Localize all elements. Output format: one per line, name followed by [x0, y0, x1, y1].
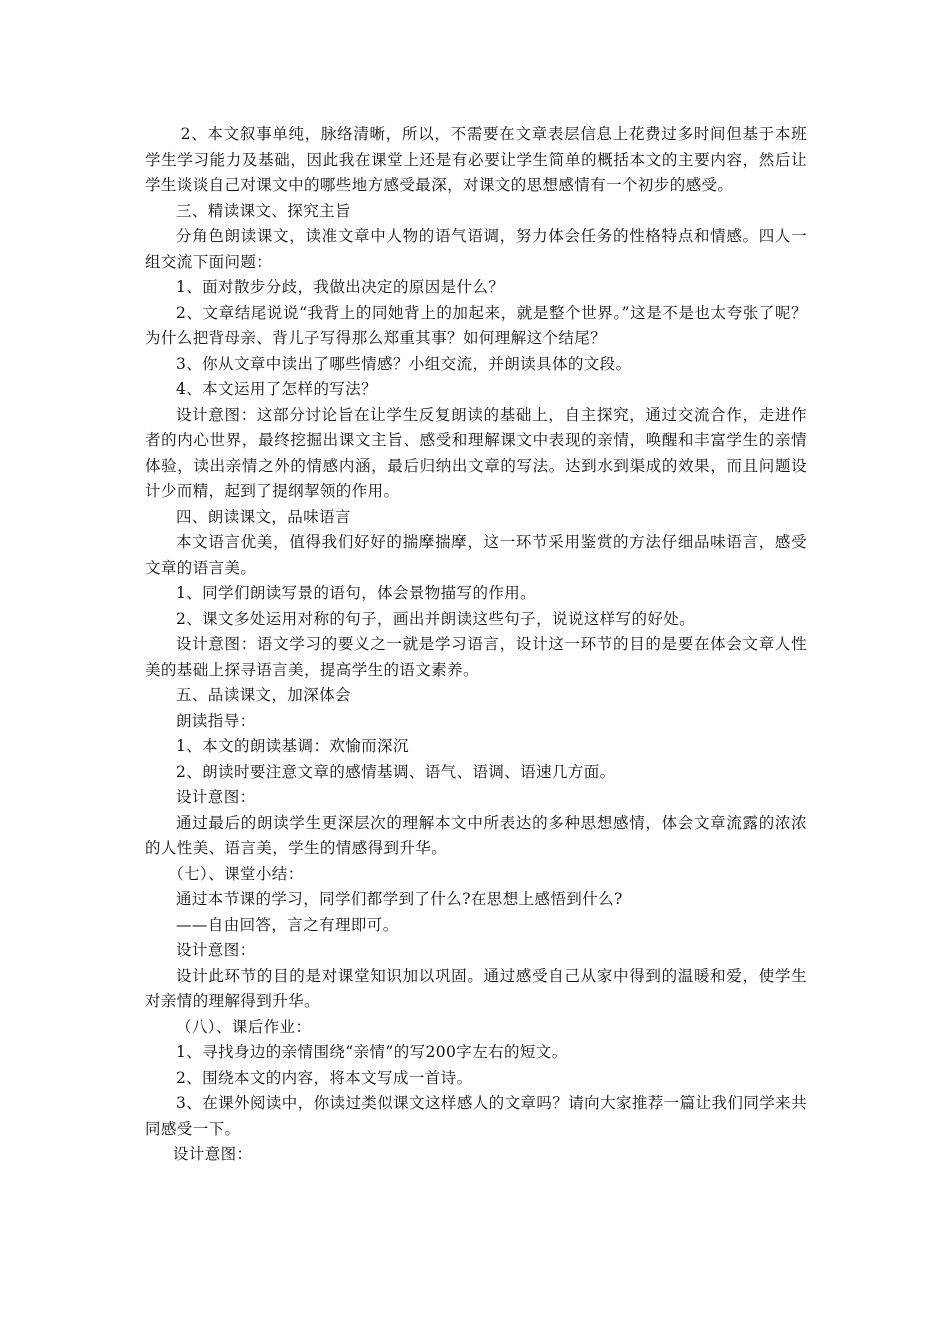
list-item: 2、课文多处运用对称的句子，画出并朗读这些句子，说说这样写的好处。 [176, 609, 696, 628]
document-page [145, 122, 807, 1168]
list-item: 1、面对散步分歧，我做出决定的原因是什么？ [176, 278, 505, 296]
section-heading-8: （八）、课后作业： [176, 1017, 312, 1036]
paragraph: 本文语言优美，值得我们好好的揣摩揣摩，这一环节采用鉴赏的方法仔细品味语言，感受文章的语言美。 [145, 533, 807, 577]
list-item: 1、同学们朗读写景的语句，体会景物描写的作用。 [176, 584, 537, 602]
list-item: 1、寻找身边的亲情围绕“亲情”的写200字左右的短文。 [176, 1043, 568, 1061]
design-intent: 设计意图：语文学习的要义之一就是学习语言，设计这一环节的目的是要在体会文章人性美的基础上探寻语言美，提高学生的语文素养。 [145, 635, 807, 679]
list-item: 2、围绕本文的内容，将本文写成一首诗。 [176, 1068, 473, 1087]
paragraph: ——自由回答，言之有理即可。 [176, 915, 399, 934]
list-item: 2、朗读时要注意文章的感情基调、语气、语调、语速几方面。 [176, 762, 616, 781]
list-item: 2、文章结尾说说“我背上的同她背上的加起来，就是整个世界。”这是不是也太夸张了呢？为什么把背母亲、背儿子写得那么郑重其事？如何理解这个结尾？ [145, 303, 807, 347]
section-heading-7: （七）、课堂小结： [168, 864, 304, 883]
list-item: 4、本文运用了怎样的写法？ [176, 380, 378, 398]
list-item: 3、你从文章中读出了哪些情感？小组交流，并朗读具体的文段。 [176, 354, 632, 373]
design-intent: 设计意图：这部分讨论旨在让学生反复朗读的基础上，自主探究，通过交流合作，走进作者的内心世界，最终挖掘出课文主旨、感受和理解课文中表现的亲情，唤醒和丰富学生的亲情体验，读出亲情之外的情感内涵，最后归纳出文章的写法。达到水到渠成的效果，而且问题设计少而精，起到了提纲挈领的作用。 [145, 405, 807, 500]
paragraph: 设计此环节的目的是对课堂知识加以巩固。通过感受自己从家中得到的温暖和爱，使学生对亲情的理解得到升华。 [145, 966, 807, 1010]
section-heading-5: 五、品读课文，加深体会 [176, 686, 351, 704]
paragraph-intro-summary: 2、本文叙事单纯，脉络清晰，所以，不需要在文章表层信息上花费过多时间但基于本班学生学习能力及基础，因此我在课堂上还是有必要让学生简单的概括本文的主要内容，然后让学生谈谈自己对课文中的哪些地方感受最深，对课文的思想感情有一个初步的感受。 [145, 125, 807, 194]
paragraph: 分角色朗读课文，读准文章中人物的语气语调，努力体会任务的性格特点和情感。四人一组交流下面问题： [145, 227, 807, 271]
section-heading-4: 四、朗读课文，品味语言 [176, 507, 351, 526]
design-intent-label: 设计意图： [176, 788, 256, 806]
section-heading-3: 三、精读课文、探究主旨 [176, 201, 351, 220]
paragraph: 通过本节课的学习，同学们都学到了什么?在思想上感悟到什么? [176, 890, 623, 908]
design-intent-label: 设计意图： [172, 1145, 253, 1163]
paragraph: 朗读指导： [176, 711, 256, 730]
list-item: 1、本文的朗读基调：欢愉而深沉 [176, 737, 409, 755]
design-intent-label: 设计意图： [176, 941, 256, 959]
list-item: 3、在课外阅读中，你读过类似课文这样感人的文章吗？请向大家推荐一篇让我们同学来共同感受一下。 [145, 1094, 807, 1138]
paragraph: 通过最后的朗读学生更深层次的理解本文中所表达的多种思想感情，体会文章流露的浓浓的人性美、语言美，学生的情感得到升华。 [145, 813, 807, 857]
